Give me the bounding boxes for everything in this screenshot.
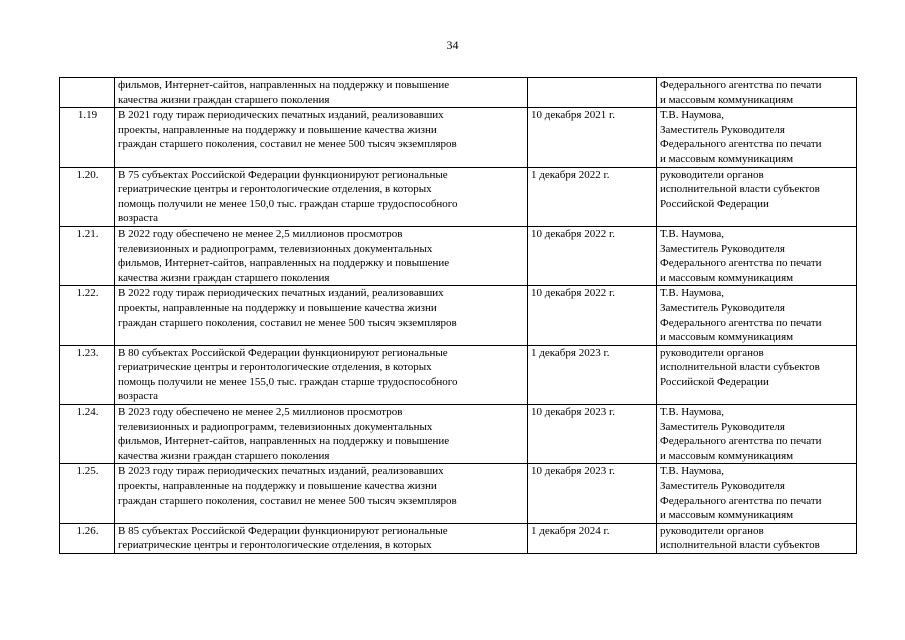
responsible-line: Федерального агентства по печати [660, 138, 822, 151]
responsible-line: и массовым коммуникациям [660, 93, 794, 106]
activity-description-line: В 80 субъектах Российской Федерации функционируют региональные [118, 346, 448, 359]
activity-description [115, 523, 528, 553]
item-number: 1.24. [60, 405, 115, 464]
responsible-line: и массовым коммуникациям [660, 449, 794, 462]
responsible-line: Заместитель Руководителя [660, 480, 785, 493]
responsible [657, 523, 857, 553]
deadline [528, 78, 657, 108]
activity-description-line: гериатрические центры и геронтологические отделения, в которых [118, 361, 432, 374]
responsible [657, 78, 857, 108]
responsible-line: исполнительной власти субъектов [660, 183, 820, 196]
activity-description [115, 108, 528, 167]
activity-description [115, 464, 528, 523]
activity-description-line: проекты, направленные на поддержку и повышение качества жизни [118, 123, 437, 136]
activity-description [115, 286, 528, 345]
deadline: 10 декабря 2023 г. [528, 464, 657, 523]
responsible-line: Российской Федерации [660, 375, 769, 388]
responsible-line: и массовым коммуникациям [660, 509, 794, 522]
activity-description-line: качества жизни граждан старшего поколения [118, 449, 330, 462]
item-number: 1.20. [60, 167, 115, 226]
activity-description-line: граждан старшего поколения, составил не менее 500 тысяч экземпляров [118, 138, 457, 151]
item-number: 1.21. [60, 226, 115, 285]
responsible [657, 405, 857, 464]
activity-description-line: фильмов, Интернет-сайтов, направленных на поддержку и повышение [118, 435, 450, 448]
responsible-line: Т.В. Наумова, [660, 227, 724, 240]
activity-plan-table [59, 77, 857, 554]
responsible-line: Т.В. Наумова, [660, 287, 724, 300]
responsible-line: руководители органов [660, 346, 764, 359]
activity-description [115, 345, 528, 404]
responsible-line: Федерального агентства по печати [660, 257, 822, 270]
activity-description [115, 78, 528, 108]
responsible-line: Заместитель Руководителя [660, 301, 785, 314]
responsible [657, 108, 857, 167]
activity-description-line: В 2023 году тираж периодических печатных изданий, реализовавших [118, 465, 444, 478]
responsible-line: Т.В. Наумова, [660, 406, 724, 419]
activity-description [115, 226, 528, 285]
activity-description [115, 405, 528, 464]
deadline: 10 декабря 2022 г. [528, 286, 657, 345]
activity-description-line: гериатрические центры и геронтологические отделения, в которых [118, 183, 432, 196]
table-row [60, 78, 857, 108]
table-row [60, 167, 857, 226]
activity-description-line: помощь получили не менее 150,0 тыс. граждан старше трудоспособного [118, 197, 458, 210]
responsible-line: Федерального агентства по печати [660, 435, 822, 448]
table-row [60, 226, 857, 285]
responsible-line: Т.В. Наумова, [660, 109, 724, 122]
activity-description-line: В 2022 году обеспечено не менее 2,5 миллионов просмотров [118, 227, 403, 240]
responsible-line: исполнительной власти субъектов [660, 539, 820, 552]
item-number: 1.26. [60, 523, 115, 553]
responsible-line: Т.В. Наумова, [660, 465, 724, 478]
table-row [60, 464, 857, 523]
responsible-line: руководители органов [660, 524, 764, 537]
item-number: 1.19 [60, 108, 115, 167]
table-row [60, 108, 857, 167]
activity-description-line: возраста [118, 212, 159, 225]
activity-description-line: проекты, направленные на поддержку и повышение качества жизни [118, 480, 437, 493]
responsible-line: Заместитель Руководителя [660, 242, 785, 255]
activity-description-line: качества жизни граждан старшего поколения [118, 93, 330, 106]
responsible-line: Федерального агентства по печати [660, 316, 822, 329]
responsible-line: Федерального агентства по печати [660, 79, 822, 91]
table-body [60, 78, 857, 554]
item-number: 1.25. [60, 464, 115, 523]
responsible-line: Российской Федерации [660, 197, 769, 210]
responsible-line: Заместитель Руководителя [660, 123, 785, 136]
deadline: 1 декабря 2022 г. [528, 167, 657, 226]
responsible-line: и массовым коммуникациям [660, 152, 794, 165]
activity-description-line: фильмов, Интернет-сайтов, направленных на поддержку и повышение [118, 257, 450, 270]
table-row [60, 405, 857, 464]
activity-description-line: В 2021 году тираж периодических печатных изданий, реализовавших [118, 109, 444, 122]
page-number: 34 [446, 38, 459, 52]
responsible-line: Заместитель Руководителя [660, 420, 785, 433]
deadline: 10 декабря 2022 г. [528, 226, 657, 285]
item-number [60, 78, 115, 108]
activity-description-line: фильмов, Интернет-сайтов, направленных на поддержку и повышение [118, 79, 450, 91]
deadline: 10 декабря 2023 г. [528, 405, 657, 464]
activity-description-line: В 2023 году обеспечено не менее 2,5 миллионов просмотров [118, 406, 403, 419]
table-row [60, 286, 857, 345]
deadline: 10 декабря 2021 г. [528, 108, 657, 167]
activity-description-line: качества жизни граждан старшего поколения [118, 271, 330, 284]
activity-description-line: В 2022 году тираж периодических печатных изданий, реализовавших [118, 287, 444, 300]
responsible [657, 226, 857, 285]
responsible [657, 286, 857, 345]
activity-description-line: гериатрические центры и геронтологические отделения, в которых [118, 539, 432, 552]
table-row [60, 345, 857, 404]
activity-description-line: телевизионных и радиопрограмм, телевизионных документальных [118, 420, 433, 433]
activity-description-line: В 75 субъектах Российской Федерации функционируют региональные [118, 168, 448, 181]
responsible [657, 464, 857, 523]
responsible [657, 345, 857, 404]
activity-description-line: граждан старшего поколения, составил не менее 500 тысяч экземпляров [118, 316, 457, 329]
activity-description [115, 167, 528, 226]
responsible-line: и массовым коммуникациям [660, 271, 794, 284]
activity-description-line: проекты, направленные на поддержку и повышение качества жизни [118, 301, 437, 314]
activity-description-line: телевизионных и радиопрограмм, телевизионных документальных [118, 242, 433, 255]
item-number: 1.22. [60, 286, 115, 345]
deadline: 1 декабря 2023 г. [528, 345, 657, 404]
responsible-line: и массовым коммуникациям [660, 331, 794, 344]
activity-description-line: граждан старшего поколения, составил не менее 500 тысяч экземпляров [118, 494, 457, 507]
activity-description-line: помощь получили не менее 155,0 тыс. граждан старше трудоспособного [118, 375, 458, 388]
responsible-line: Федерального агентства по печати [660, 494, 822, 507]
activity-description-line: возраста [118, 390, 159, 403]
deadline: 1 декабря 2024 г. [528, 523, 657, 553]
responsible-line: исполнительной власти субъектов [660, 361, 820, 374]
responsible-line: руководители органов [660, 168, 764, 181]
responsible [657, 167, 857, 226]
item-number: 1.23. [60, 345, 115, 404]
activity-description-line: В 85 субъектах Российской Федерации функционируют региональные [118, 524, 448, 537]
table-row [60, 523, 857, 553]
